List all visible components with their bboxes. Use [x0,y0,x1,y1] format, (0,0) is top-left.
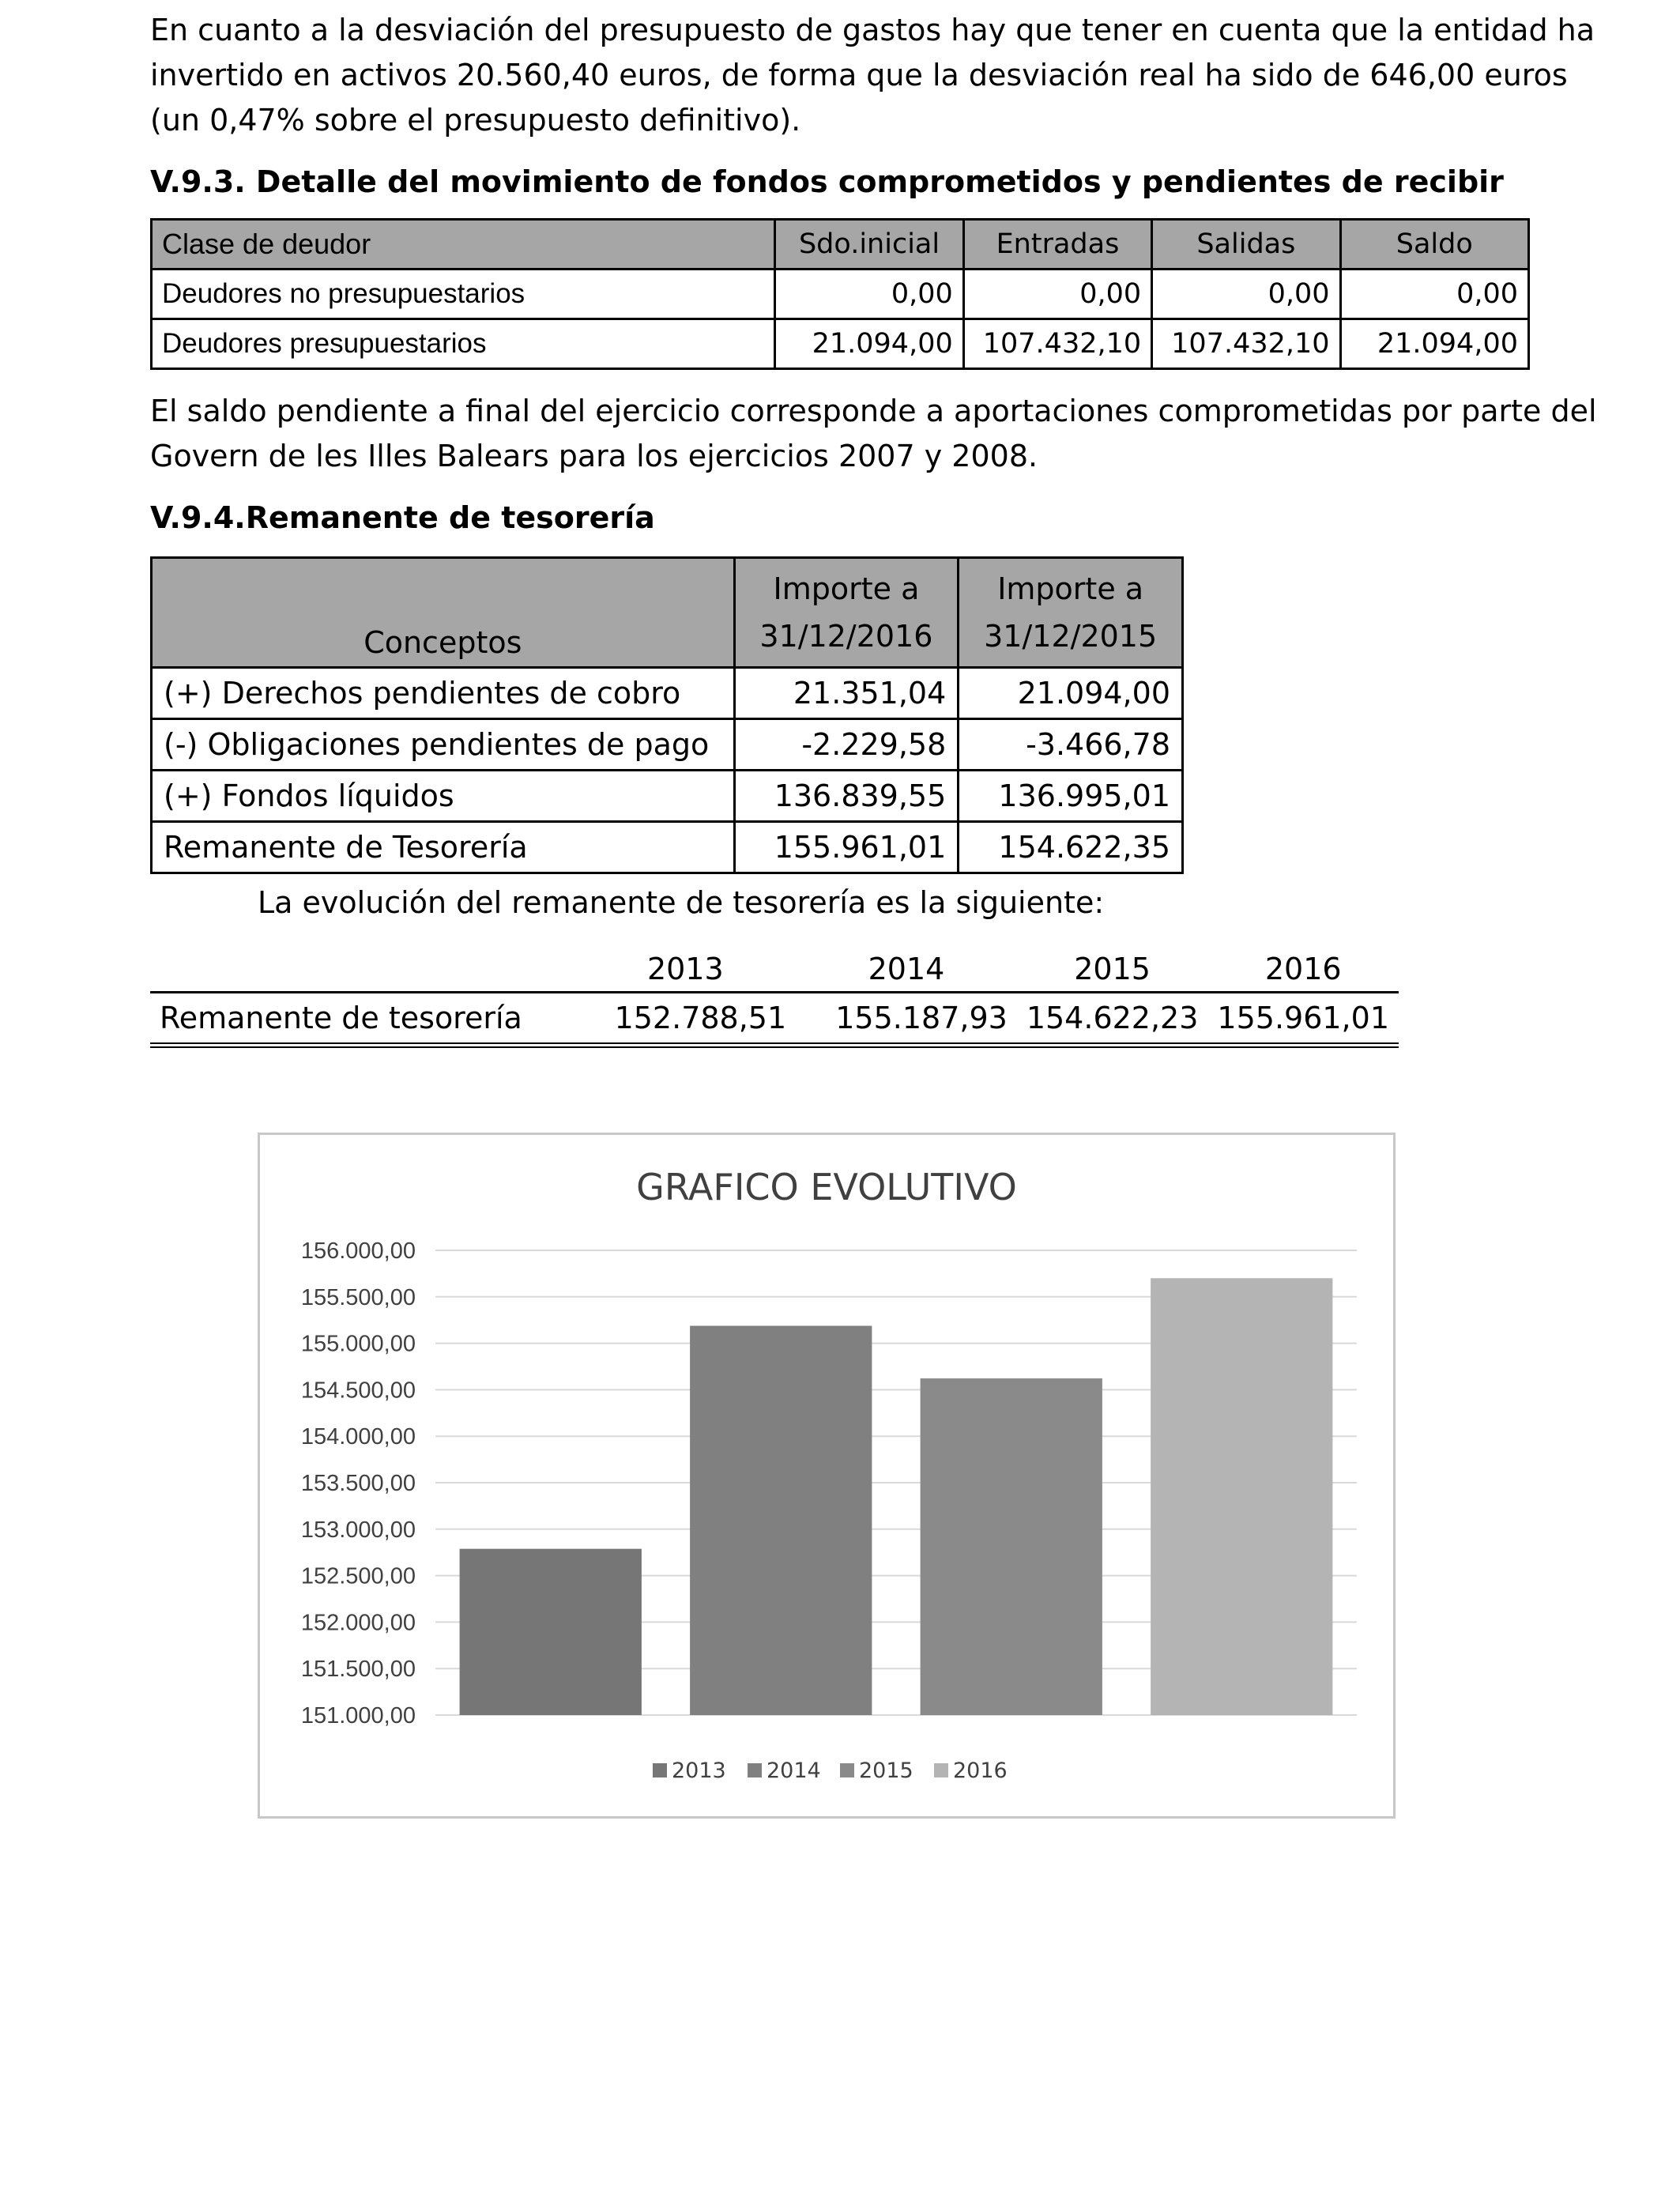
chart-frame [258,1133,1396,1819]
header-salidas: Salidas [1152,220,1340,270]
evolution-table [150,947,1399,1048]
legend-label: 2016 [953,1759,1008,1783]
header-year: 2015 [1017,947,1208,993]
cell-value: -2.229,58 [734,719,959,771]
legend-label: 2014 [767,1759,821,1783]
y-tick-label: 152.500,00 [300,1563,416,1589]
y-tick-label: 153.000,00 [300,1517,416,1543]
cell-value: 152.788,51 [574,993,796,1046]
bar-2016 [1151,1278,1332,1715]
cell-label: (+) Derechos pendientes de cobro [152,668,735,719]
note-paragraph [150,389,1597,479]
cell-value: 155.961,01 [1207,993,1399,1046]
header-line: Importe a [773,571,920,606]
cell-value: 155.961,01 [734,822,959,873]
intro-line: invertido en activos 20.560,40 euros, de forma que la desviación real ha sido de 646,00 euros [150,58,1568,92]
chart-legend [653,1759,1008,1783]
section-heading-v93: V.9.3. Detalle del movimiento de fondos comprometidos y pendientes de recibir [150,164,1504,199]
table-row [150,993,1399,1046]
header-saldo: Saldo [1340,220,1528,270]
cell-value: 107.432,10 [1152,319,1340,369]
table-header-row [152,558,1183,668]
intro-paragraph [150,8,1595,143]
treasury-remainder-table [150,556,1184,874]
table-header-row [150,947,1399,993]
cell-label: Deudores no presupuestarios [152,270,775,319]
evolution-intro: La evolución del remanente de tesorería es la siguiente: [258,885,1105,920]
cell-value: 21.351,04 [734,668,959,719]
intro-line: En cuanto a la desviación del presupuesto de gastos hay que tener en cuenta que la entidad ha [150,13,1595,47]
header-line: Importe a [997,571,1144,606]
table-row [152,822,1183,873]
cell-value: 136.839,55 [734,771,959,822]
y-tick-label: 156.000,00 [300,1238,416,1264]
header-entradas: Entradas [963,220,1151,270]
y-tick-label: 154.000,00 [300,1424,416,1450]
table-row [152,319,1529,369]
header-conceptos: Conceptos [152,558,735,668]
header-year: 2013 [574,947,796,993]
cell-label: Deudores presupuestarios [152,319,775,369]
cell-label: (+) Fondos líquidos [152,771,735,822]
y-tick-label: 155.500,00 [300,1284,416,1310]
legend-label: 2013 [672,1759,726,1783]
cell-value: 0,00 [1340,270,1528,319]
intro-line: (un 0,47% sobre el presupuesto definitivo). [150,103,801,138]
header-line: 31/12/2015 [984,619,1158,654]
header-year: 2016 [1207,947,1399,993]
note-line: El saldo pendiente a final del ejercicio corresponde a aportaciones comprometidas por parte del [150,394,1597,428]
header-importe-2015 [959,558,1183,668]
header-line: 31/12/2016 [759,619,933,654]
note-line: Govern de les Illes Balears para los ejercicios 2007 y 2008. [150,439,1038,473]
cell-value: 21.094,00 [1340,319,1528,369]
cell-value: 21.094,00 [775,319,963,369]
legend-label: 2015 [859,1759,913,1783]
cell-value: -3.466,78 [959,719,1183,771]
y-tick-label: 152.000,00 [300,1610,416,1636]
cell-value: 136.995,01 [959,771,1183,822]
cell-value: 0,00 [963,270,1151,319]
bar-2015 [921,1378,1102,1715]
cell-value: 155.187,93 [796,993,1017,1046]
legend-swatch [840,1763,854,1777]
y-tick-label: 154.500,00 [300,1378,416,1404]
table-row [152,270,1529,319]
table-header-row [152,220,1529,270]
cell-label: Remanente de Tesorería [152,822,735,873]
cell-label: Remanente de tesorería [150,993,574,1046]
chart-title: GRAFICO EVOLUTIVO [636,1166,1017,1208]
header-importe-2016 [734,558,959,668]
table-row [152,771,1183,822]
table-row [152,668,1183,719]
header-clase-deudor: Clase de deudor [152,220,775,270]
table-row [152,719,1183,771]
legend-swatch [934,1763,948,1777]
header-empty [150,947,574,993]
cell-label: (-) Obligaciones pendientes de pago [152,719,735,771]
header-year: 2014 [796,947,1017,993]
cell-value: 0,00 [775,270,963,319]
header-sdo-inicial: Sdo.inicial [775,220,963,270]
bar-chart [260,1135,1393,1816]
legend-swatch [748,1763,762,1777]
bar-2013 [460,1549,642,1715]
cell-value: 21.094,00 [959,668,1183,719]
cell-value: 107.432,10 [963,319,1151,369]
cell-value: 0,00 [1152,270,1340,319]
legend-swatch [653,1763,667,1777]
y-tick-label: 151.500,00 [300,1657,416,1683]
cell-value: 154.622,23 [1017,993,1208,1046]
y-tick-label: 151.000,00 [300,1703,416,1728]
chart-y-axis [301,1238,416,1728]
bar-2014 [690,1325,872,1715]
section-heading-v94: V.9.4.Remanente de tesorería [150,500,655,535]
cell-value: 154.622,35 [959,822,1183,873]
funds-movement-table [150,218,1530,370]
y-tick-label: 155.000,00 [300,1331,416,1357]
y-tick-label: 153.500,00 [300,1471,416,1496]
